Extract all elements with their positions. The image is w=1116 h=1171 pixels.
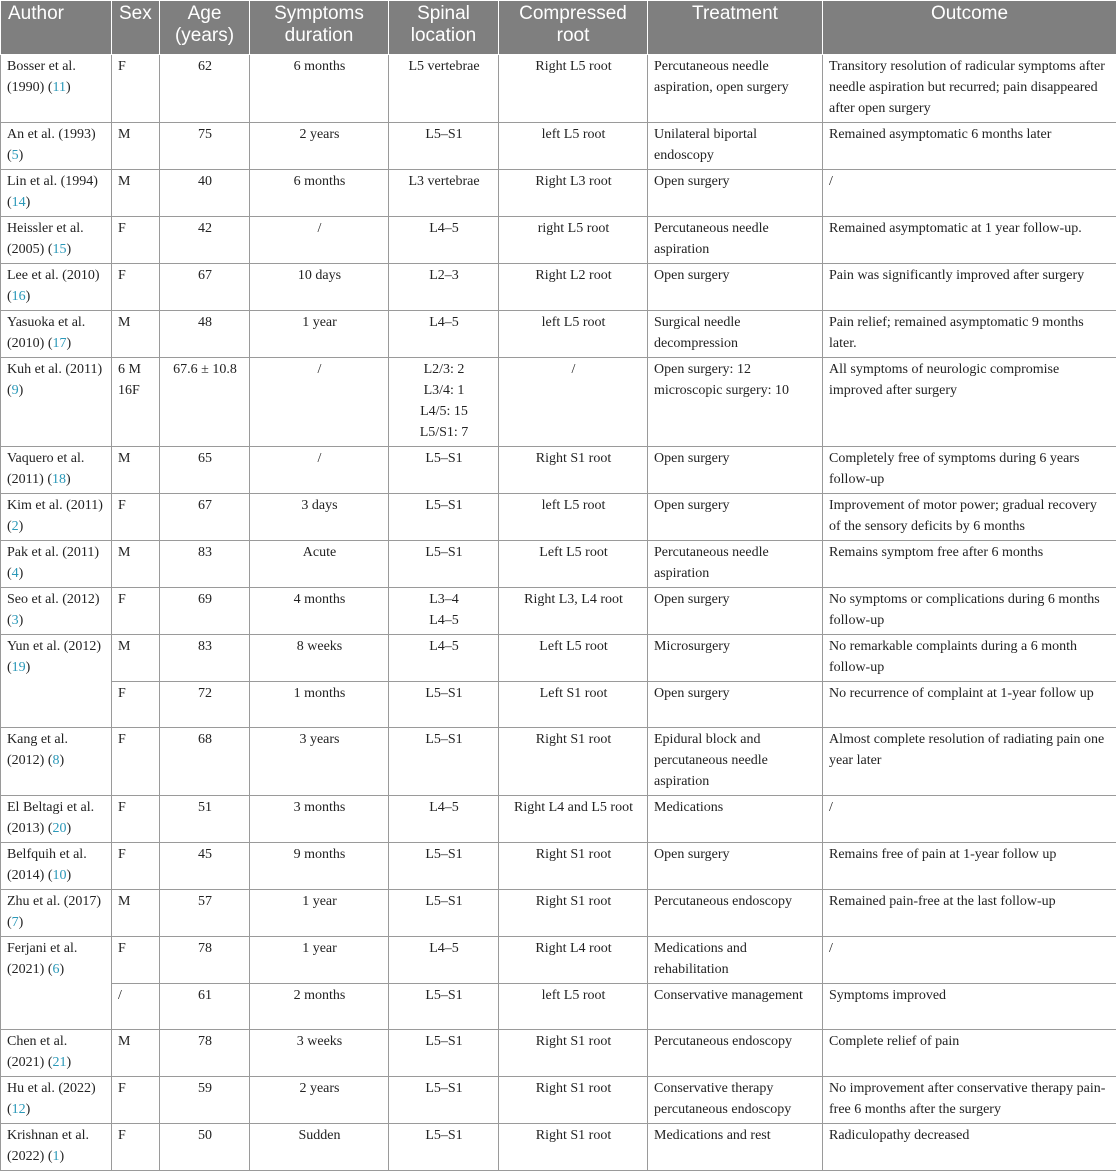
cell-treatment: Open surgery: 12 microscopic surgery: 10: [648, 358, 823, 447]
cell-outcome: Remains symptom free after 6 months: [823, 541, 1116, 588]
table-row: [1, 984, 1116, 1030]
reference-link[interactable]: 21: [53, 1055, 67, 1070]
table-row: [1, 358, 1116, 447]
cell-age: 72: [160, 682, 250, 728]
cell-treatment: Surgical needle decompression: [648, 311, 823, 358]
cell-compressed-root: Right L5 root: [499, 55, 648, 123]
cell-treatment: Percutaneous needle aspiration, open surgery: [648, 55, 823, 123]
cell-author: Bosser et al. (1990) (11): [1, 55, 112, 123]
cell-age: 69: [160, 588, 250, 635]
cell-symptoms-duration: 6 months: [250, 170, 389, 217]
reference-link[interactable]: 17: [53, 336, 67, 351]
cell-sex: F: [112, 796, 160, 843]
table-row: [1, 1124, 1116, 1171]
table-row: [1, 843, 1116, 890]
cell-age: 67: [160, 494, 250, 541]
cell-treatment: Open surgery: [648, 682, 823, 728]
cell-outcome: /: [823, 937, 1116, 984]
cell-treatment: Percutaneous endoscopy: [648, 890, 823, 937]
cell-author: Belfquih et al. (2014) (10): [1, 843, 112, 890]
cell-treatment: Percutaneous endoscopy: [648, 1030, 823, 1077]
cell-sex: M: [112, 311, 160, 358]
cell-age: 65: [160, 447, 250, 494]
table-row: [1, 635, 1116, 682]
cell-author: El Beltagi et al. (2013) (20): [1, 796, 112, 843]
reference-link[interactable]: 2: [12, 519, 19, 534]
cell-sex: M: [112, 541, 160, 588]
reference-link[interactable]: 1: [53, 1149, 60, 1164]
header-compressed-root: Compressed root: [499, 1, 648, 55]
cell-sex: F: [112, 1077, 160, 1124]
cell-spinal-location: L5–S1: [389, 494, 499, 541]
cell-treatment: Medications and rehabilitation: [648, 937, 823, 984]
reference-link[interactable]: 8: [53, 753, 60, 768]
cell-treatment: Open surgery: [648, 494, 823, 541]
cell-compressed-root: Right L3 root: [499, 170, 648, 217]
cell-author: Lee et al. (2010) (16): [1, 264, 112, 311]
cell-author: Krishnan et al. (2022) (1): [1, 1124, 112, 1171]
cell-outcome: /: [823, 796, 1116, 843]
cell-treatment: Medications and rest: [648, 1124, 823, 1171]
cell-author: Kang et al. (2012) (8): [1, 728, 112, 796]
cell-compressed-root: Right S1 root: [499, 1077, 648, 1124]
cell-spinal-location: L5–S1: [389, 890, 499, 937]
cell-age: 61: [160, 984, 250, 1030]
table-row: [1, 890, 1116, 937]
reference-link[interactable]: 15: [53, 242, 67, 257]
cell-outcome: No improvement after conservative therapy pain-free 6 months after the surgery: [823, 1077, 1116, 1124]
cell-author: Seo et al. (2012) (3): [1, 588, 112, 635]
cell-spinal-location: L5–S1: [389, 728, 499, 796]
cell-sex: F: [112, 55, 160, 123]
cell-outcome: Completely free of symptoms during 6 years follow-up: [823, 447, 1116, 494]
cell-symptoms-duration: 1 year: [250, 890, 389, 937]
cell-treatment: Medications: [648, 796, 823, 843]
cell-author: Lin et al. (1994) (14): [1, 170, 112, 217]
cell-age: 78: [160, 1030, 250, 1077]
cell-symptoms-duration: 3 weeks: [250, 1030, 389, 1077]
cell-outcome: Radiculopathy decreased: [823, 1124, 1116, 1171]
cell-spinal-location: L4–5: [389, 796, 499, 843]
cell-age: 59: [160, 1077, 250, 1124]
cell-sex: F: [112, 217, 160, 264]
cell-age: 40: [160, 170, 250, 217]
cell-age: 48: [160, 311, 250, 358]
cell-author: Vaquero et al. (2011) (18): [1, 447, 112, 494]
cell-spinal-location: L5–S1: [389, 123, 499, 170]
cell-author: Yun et al. (2012) (19): [1, 635, 112, 728]
cell-sex: F: [112, 682, 160, 728]
cell-sex: M: [112, 447, 160, 494]
cell-compressed-root: Right S1 root: [499, 843, 648, 890]
cell-symptoms-duration: 9 months: [250, 843, 389, 890]
cell-age: 83: [160, 635, 250, 682]
cell-compressed-root: Right L2 root: [499, 264, 648, 311]
cell-author: Ferjani et al. (2021) (6): [1, 937, 112, 1030]
cell-compressed-root: Right L4 root: [499, 937, 648, 984]
header-author: Author: [1, 1, 112, 55]
cell-outcome: Remained asymptomatic 6 months later: [823, 123, 1116, 170]
cell-age: 67.6 ± 10.8: [160, 358, 250, 447]
cell-outcome: Complete relief of pain: [823, 1030, 1116, 1077]
cell-spinal-location: L4–5: [389, 937, 499, 984]
cell-spinal-location: L2/3: 2 L3/4: 1 L4/5: 15 L5/S1: 7: [389, 358, 499, 447]
cell-symptoms-duration: 2 years: [250, 123, 389, 170]
table-row: [1, 311, 1116, 358]
cell-compressed-root: Left S1 root: [499, 682, 648, 728]
cell-spinal-location: L5–S1: [389, 984, 499, 1030]
cell-spinal-location: L5–S1: [389, 1077, 499, 1124]
cell-symptoms-duration: 3 days: [250, 494, 389, 541]
cell-sex: F: [112, 264, 160, 311]
cell-symptoms-duration: 6 months: [250, 55, 389, 123]
cell-symptoms-duration: /: [250, 358, 389, 447]
cell-compressed-root: right L5 root: [499, 217, 648, 264]
cell-sex: F: [112, 588, 160, 635]
cell-compressed-root: Right S1 root: [499, 1030, 648, 1077]
cell-sex: F: [112, 937, 160, 984]
cell-spinal-location: L4–5: [389, 217, 499, 264]
reference-link[interactable]: 14: [12, 195, 26, 210]
cell-treatment: Conservative management: [648, 984, 823, 1030]
cell-treatment: Open surgery: [648, 170, 823, 217]
cell-treatment: Epidural block and percutaneous needle aspiration: [648, 728, 823, 796]
cell-compressed-root: Right L3, L4 root: [499, 588, 648, 635]
table-row: [1, 217, 1116, 264]
cell-compressed-root: left L5 root: [499, 311, 648, 358]
cell-age: 83: [160, 541, 250, 588]
cell-sex: F: [112, 728, 160, 796]
cell-compressed-root: Left L5 root: [499, 541, 648, 588]
reference-link[interactable]: 9: [12, 383, 19, 398]
cell-symptoms-duration: 3 months: [250, 796, 389, 843]
cell-author: Zhu et al. (2017) (7): [1, 890, 112, 937]
cell-spinal-location: L5–S1: [389, 1030, 499, 1077]
cell-treatment: Percutaneous needle aspiration: [648, 541, 823, 588]
header-outcome: Outcome: [823, 1, 1116, 55]
reference-link[interactable]: 12: [12, 1102, 26, 1117]
cell-symptoms-duration: /: [250, 447, 389, 494]
table-row: [1, 541, 1116, 588]
cell-author: Kuh et al. (2011) (9): [1, 358, 112, 447]
cell-outcome: All symptoms of neurologic compromise improved after surgery: [823, 358, 1116, 447]
cell-compressed-root: left L5 root: [499, 494, 648, 541]
cell-age: 67: [160, 264, 250, 311]
cell-age: 57: [160, 890, 250, 937]
cell-symptoms-duration: 3 years: [250, 728, 389, 796]
header-symptoms-duration: Symptoms duration: [250, 1, 389, 55]
cell-spinal-location: L5–S1: [389, 682, 499, 728]
cell-outcome: Almost complete resolution of radiating pain one year later: [823, 728, 1116, 796]
header-treatment: Treatment: [648, 1, 823, 55]
reference-link[interactable]: 4: [12, 566, 19, 581]
cell-sex: M: [112, 890, 160, 937]
cell-sex: M: [112, 170, 160, 217]
table-row: [1, 728, 1116, 796]
cell-treatment: Open surgery: [648, 264, 823, 311]
reference-link[interactable]: 6: [53, 962, 60, 977]
table-row: [1, 170, 1116, 217]
cell-symptoms-duration: 2 months: [250, 984, 389, 1030]
table-row: [1, 937, 1116, 984]
cell-author: Hu et al. (2022) (12): [1, 1077, 112, 1124]
cell-spinal-location: L5 vertebrae: [389, 55, 499, 123]
cell-author: Heissler et al. (2005) (15): [1, 217, 112, 264]
cell-sex: 6 M 16F: [112, 358, 160, 447]
cell-age: 68: [160, 728, 250, 796]
cell-sex: /: [112, 984, 160, 1030]
cell-sex: M: [112, 635, 160, 682]
cell-spinal-location: L2–3: [389, 264, 499, 311]
cell-author: Pak et al. (2011) (4): [1, 541, 112, 588]
cell-treatment: Microsurgery: [648, 635, 823, 682]
cell-symptoms-duration: 8 weeks: [250, 635, 389, 682]
cell-outcome: Improvement of motor power; gradual recovery of the sensory deficits by 6 months: [823, 494, 1116, 541]
reference-link[interactable]: 19: [12, 660, 26, 675]
cell-sex: F: [112, 843, 160, 890]
table-row: [1, 55, 1116, 123]
cell-spinal-location: L5–S1: [389, 1124, 499, 1171]
cell-outcome: Remains free of pain at 1-year follow up: [823, 843, 1116, 890]
cell-sex: M: [112, 1030, 160, 1077]
cell-compressed-root: Right L4 and L5 root: [499, 796, 648, 843]
reference-link[interactable]: 10: [53, 868, 67, 883]
cell-spinal-location: L5–S1: [389, 447, 499, 494]
cell-compressed-root: /: [499, 358, 648, 447]
cell-age: 78: [160, 937, 250, 984]
cell-age: 51: [160, 796, 250, 843]
cell-compressed-root: Right S1 root: [499, 447, 648, 494]
cell-spinal-location: L5–S1: [389, 843, 499, 890]
cell-outcome: Remained asymptomatic at 1 year follow-up.: [823, 217, 1116, 264]
cell-sex: M: [112, 123, 160, 170]
cell-treatment: Percutaneous needle aspiration: [648, 217, 823, 264]
cell-compressed-root: Right S1 root: [499, 1124, 648, 1171]
cell-age: 75: [160, 123, 250, 170]
cell-treatment: Open surgery: [648, 588, 823, 635]
cell-author: Kim et al. (2011) (2): [1, 494, 112, 541]
reference-link[interactable]: 18: [52, 472, 66, 487]
reference-link[interactable]: 7: [12, 915, 19, 930]
table-row: [1, 123, 1116, 170]
cell-symptoms-duration: 1 months: [250, 682, 389, 728]
cell-symptoms-duration: Acute: [250, 541, 389, 588]
cell-treatment: Unilateral biportal endoscopy: [648, 123, 823, 170]
cell-symptoms-duration: 1 year: [250, 311, 389, 358]
cell-author: Chen et al. (2021) (21): [1, 1030, 112, 1077]
cell-author: An et al. (1993) (5): [1, 123, 112, 170]
cell-age: 45: [160, 843, 250, 890]
cell-age: 62: [160, 55, 250, 123]
cell-outcome: No remarkable complaints during a 6 month follow-up: [823, 635, 1116, 682]
cell-compressed-root: Left L5 root: [499, 635, 648, 682]
cell-symptoms-duration: 10 days: [250, 264, 389, 311]
cell-symptoms-duration: 4 months: [250, 588, 389, 635]
cell-treatment: Conservative therapy percutaneous endoscopy: [648, 1077, 823, 1124]
reference-link[interactable]: 11: [53, 80, 66, 95]
cell-outcome: No symptoms or complications during 6 months follow-up: [823, 588, 1116, 635]
cell-outcome: Transitory resolution of radicular symptoms after needle aspiration but recurred; pain disappeared after open surgery: [823, 55, 1116, 123]
table-row: [1, 1030, 1116, 1077]
cell-outcome: Symptoms improved: [823, 984, 1116, 1030]
cell-spinal-location: L3 vertebrae: [389, 170, 499, 217]
table-row: [1, 1077, 1116, 1124]
table-row: [1, 264, 1116, 311]
cell-sex: F: [112, 494, 160, 541]
cell-compressed-root: Right S1 root: [499, 890, 648, 937]
header-sex: Sex: [112, 1, 160, 55]
cell-spinal-location: L5–S1: [389, 541, 499, 588]
table-row: [1, 494, 1116, 541]
cell-outcome: Pain relief; remained asymptomatic 9 months later.: [823, 311, 1116, 358]
cell-outcome: No recurrence of complaint at 1-year follow up: [823, 682, 1116, 728]
cell-compressed-root: left L5 root: [499, 123, 648, 170]
reference-link[interactable]: 5: [12, 148, 19, 163]
header-spinal-location: Spinal location: [389, 1, 499, 55]
header-row: [1, 1, 1116, 55]
cell-symptoms-duration: /: [250, 217, 389, 264]
table-row: [1, 682, 1116, 728]
cell-compressed-root: Right S1 root: [499, 728, 648, 796]
cell-symptoms-duration: 2 years: [250, 1077, 389, 1124]
cell-spinal-location: L3–4 L4–5: [389, 588, 499, 635]
cell-age: 50: [160, 1124, 250, 1171]
table-row: [1, 447, 1116, 494]
cell-outcome: Remained pain-free at the last follow-up: [823, 890, 1116, 937]
cell-treatment: Open surgery: [648, 447, 823, 494]
header-age: Age (years): [160, 1, 250, 55]
table-row: [1, 588, 1116, 635]
reference-link[interactable]: 20: [53, 821, 67, 836]
cell-spinal-location: L4–5: [389, 311, 499, 358]
reference-link[interactable]: 16: [12, 289, 26, 304]
cell-age: 42: [160, 217, 250, 264]
cell-compressed-root: left L5 root: [499, 984, 648, 1030]
reference-link[interactable]: 3: [12, 613, 19, 628]
cell-author: Yasuoka et al. (2010) (17): [1, 311, 112, 358]
cell-symptoms-duration: Sudden: [250, 1124, 389, 1171]
cell-outcome: /: [823, 170, 1116, 217]
cell-outcome: Pain was significantly improved after surgery: [823, 264, 1116, 311]
table-row: [1, 796, 1116, 843]
cell-spinal-location: L4–5: [389, 635, 499, 682]
cell-symptoms-duration: 1 year: [250, 937, 389, 984]
table-body: [1, 55, 1116, 1171]
cell-sex: F: [112, 1124, 160, 1171]
cell-treatment: Open surgery: [648, 843, 823, 890]
